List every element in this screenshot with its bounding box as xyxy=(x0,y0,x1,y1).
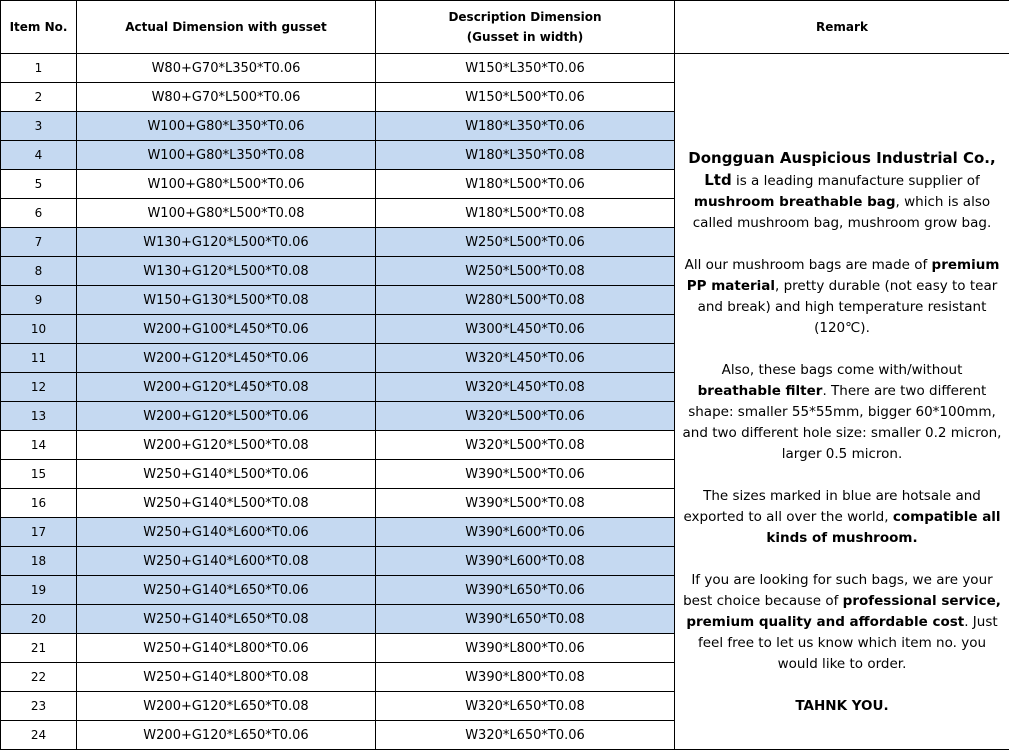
cell-actual-dimension: W150+G130*L500*T0.08 xyxy=(77,286,376,315)
remark-bold: mushroom breathable bag xyxy=(693,194,896,210)
cell-item-no: 21 xyxy=(1,634,77,663)
cell-item-no: 18 xyxy=(1,547,77,576)
cell-actual-dimension: W250+G140*L650*T0.08 xyxy=(77,605,376,634)
cell-description-dimension: W150*L500*T0.06 xyxy=(376,83,675,112)
remark-text: All our mushroom bags are made of xyxy=(684,257,932,273)
remark-closing xyxy=(679,696,1005,717)
remark-text: , pretty durable (not easy to tear and break) and high temperature resistant (120℃). xyxy=(697,278,998,336)
cell-actual-dimension: W100+G80*L500*T0.06 xyxy=(77,170,376,199)
header-description-line2: (Gusset in width) xyxy=(466,30,584,44)
cell-actual-dimension: W200+G120*L650*T0.06 xyxy=(77,721,376,750)
cell-actual-dimension: W250+G140*L800*T0.08 xyxy=(77,663,376,692)
cell-item-no: 20 xyxy=(1,605,77,634)
cell-description-dimension: W390*L650*T0.06 xyxy=(376,576,675,605)
header-description-line1: Description Dimension xyxy=(448,10,602,24)
cell-actual-dimension: W250+G140*L650*T0.06 xyxy=(77,576,376,605)
cell-description-dimension: W280*L500*T0.08 xyxy=(376,286,675,315)
cell-description-dimension: W150*L350*T0.06 xyxy=(376,54,675,83)
remark-text: . There are two different shape: smaller 55*55mm, bigger 60*100mm, and two different hole size: smaller 0.2 micron, larger 0.5 micron. xyxy=(682,383,1002,462)
cell-item-no: 17 xyxy=(1,518,77,547)
remark-content xyxy=(679,148,1005,717)
table-body xyxy=(1,54,1009,750)
cell-description-dimension: W250*L500*T0.06 xyxy=(376,228,675,257)
cell-item-no: 2 xyxy=(1,83,77,112)
remark-paragraph-hotsale xyxy=(679,486,1005,549)
cell-description-dimension: W320*L650*T0.06 xyxy=(376,721,675,750)
cell-item-no: 10 xyxy=(1,315,77,344)
cell-actual-dimension: W80+G70*L350*T0.06 xyxy=(77,54,376,83)
remark-text: is a leading manufacture supplier of xyxy=(731,173,980,189)
cell-actual-dimension: W200+G120*L450*T0.06 xyxy=(77,344,376,373)
cell-actual-dimension: W250+G140*L800*T0.06 xyxy=(77,634,376,663)
cell-actual-dimension: W130+G120*L500*T0.06 xyxy=(77,228,376,257)
cell-actual-dimension: W250+G140*L600*T0.08 xyxy=(77,547,376,576)
cell-description-dimension: W320*L500*T0.06 xyxy=(376,402,675,431)
cell-item-no: 16 xyxy=(1,489,77,518)
remark-text: If you are looking for such bags, we are your best choice because of xyxy=(683,572,993,609)
cell-description-dimension: W180*L350*T0.06 xyxy=(376,112,675,141)
cell-actual-dimension: W250+G140*L500*T0.06 xyxy=(77,460,376,489)
remark-text: . Just feel free to let us know which item no. you would like to order. xyxy=(697,614,998,672)
header-item-no: Item No. xyxy=(1,1,77,54)
header-row xyxy=(1,1,1009,54)
cell-description-dimension: W180*L350*T0.08 xyxy=(376,141,675,170)
cell-item-no: 14 xyxy=(1,431,77,460)
cell-actual-dimension: W200+G120*L500*T0.08 xyxy=(77,431,376,460)
remark-bold: professional service, premium quality and affordable cost xyxy=(686,593,1001,630)
cell-description-dimension: W320*L450*T0.06 xyxy=(376,344,675,373)
cell-item-no: 23 xyxy=(1,692,77,721)
cell-description-dimension: W320*L500*T0.08 xyxy=(376,431,675,460)
remark-cell xyxy=(675,54,1009,750)
cell-item-no: 24 xyxy=(1,721,77,750)
cell-description-dimension: W390*L800*T0.06 xyxy=(376,634,675,663)
cell-actual-dimension: W100+G80*L350*T0.08 xyxy=(77,141,376,170)
cell-item-no: 8 xyxy=(1,257,77,286)
remark-paragraph-intro xyxy=(679,148,1005,234)
cell-item-no: 1 xyxy=(1,54,77,83)
remark-bold: compatible all kinds of mushroom. xyxy=(766,509,1001,546)
header-actual-dimension: Actual Dimension with gusset xyxy=(77,1,376,54)
remark-bold: breathable filter xyxy=(697,383,823,399)
remark-paragraph-filter xyxy=(679,360,1005,465)
cell-description-dimension: W390*L500*T0.08 xyxy=(376,489,675,518)
cell-item-no: 3 xyxy=(1,112,77,141)
remark-text: Also, these bags come with/without xyxy=(721,362,963,378)
cell-item-no: 12 xyxy=(1,373,77,402)
cell-description-dimension: W390*L600*T0.06 xyxy=(376,518,675,547)
cell-description-dimension: W180*L500*T0.08 xyxy=(376,199,675,228)
cell-item-no: 5 xyxy=(1,170,77,199)
cell-description-dimension: W390*L800*T0.08 xyxy=(376,663,675,692)
cell-description-dimension: W390*L600*T0.08 xyxy=(376,547,675,576)
cell-actual-dimension: W250+G140*L600*T0.06 xyxy=(77,518,376,547)
cell-description-dimension: W390*L650*T0.08 xyxy=(376,605,675,634)
cell-actual-dimension: W130+G120*L500*T0.08 xyxy=(77,257,376,286)
cell-actual-dimension: W100+G80*L500*T0.08 xyxy=(77,199,376,228)
remark-text: The sizes marked in blue are hotsale and exported to all over the world, xyxy=(683,488,981,525)
cell-actual-dimension: W200+G100*L450*T0.06 xyxy=(77,315,376,344)
cell-item-no: 15 xyxy=(1,460,77,489)
cell-item-no: 7 xyxy=(1,228,77,257)
cell-description-dimension: W180*L500*T0.06 xyxy=(376,170,675,199)
cell-item-no: 22 xyxy=(1,663,77,692)
cell-description-dimension: W300*L450*T0.06 xyxy=(376,315,675,344)
cell-description-dimension: W320*L450*T0.08 xyxy=(376,373,675,402)
cell-item-no: 19 xyxy=(1,576,77,605)
remark-paragraph-contact xyxy=(679,570,1005,675)
remark-paragraph-material xyxy=(679,255,1005,339)
header-description-dimension xyxy=(376,1,675,54)
cell-actual-dimension: W100+G80*L350*T0.06 xyxy=(77,112,376,141)
remark-closing-text: TAHNK YOU. xyxy=(795,698,889,714)
cell-item-no: 6 xyxy=(1,199,77,228)
remark-bold: premium PP material xyxy=(686,257,1000,294)
cell-actual-dimension: W80+G70*L500*T0.06 xyxy=(77,83,376,112)
cell-item-no: 11 xyxy=(1,344,77,373)
cell-actual-dimension: W200+G120*L450*T0.08 xyxy=(77,373,376,402)
cell-item-no: 13 xyxy=(1,402,77,431)
table-row xyxy=(1,54,1009,83)
cell-description-dimension: W250*L500*T0.08 xyxy=(376,257,675,286)
company-name: Dongguan Auspicious Industrial Co., Ltd xyxy=(688,149,996,189)
cell-actual-dimension: W250+G140*L500*T0.08 xyxy=(77,489,376,518)
cell-actual-dimension: W200+G120*L650*T0.08 xyxy=(77,692,376,721)
cell-description-dimension: W320*L650*T0.08 xyxy=(376,692,675,721)
cell-actual-dimension: W200+G120*L500*T0.06 xyxy=(77,402,376,431)
cell-description-dimension: W390*L500*T0.06 xyxy=(376,460,675,489)
cell-item-no: 4 xyxy=(1,141,77,170)
remark-text: , which is also called mushroom bag, mushroom grow bag. xyxy=(692,194,992,231)
header-remark: Remark xyxy=(675,1,1009,54)
cell-item-no: 9 xyxy=(1,286,77,315)
